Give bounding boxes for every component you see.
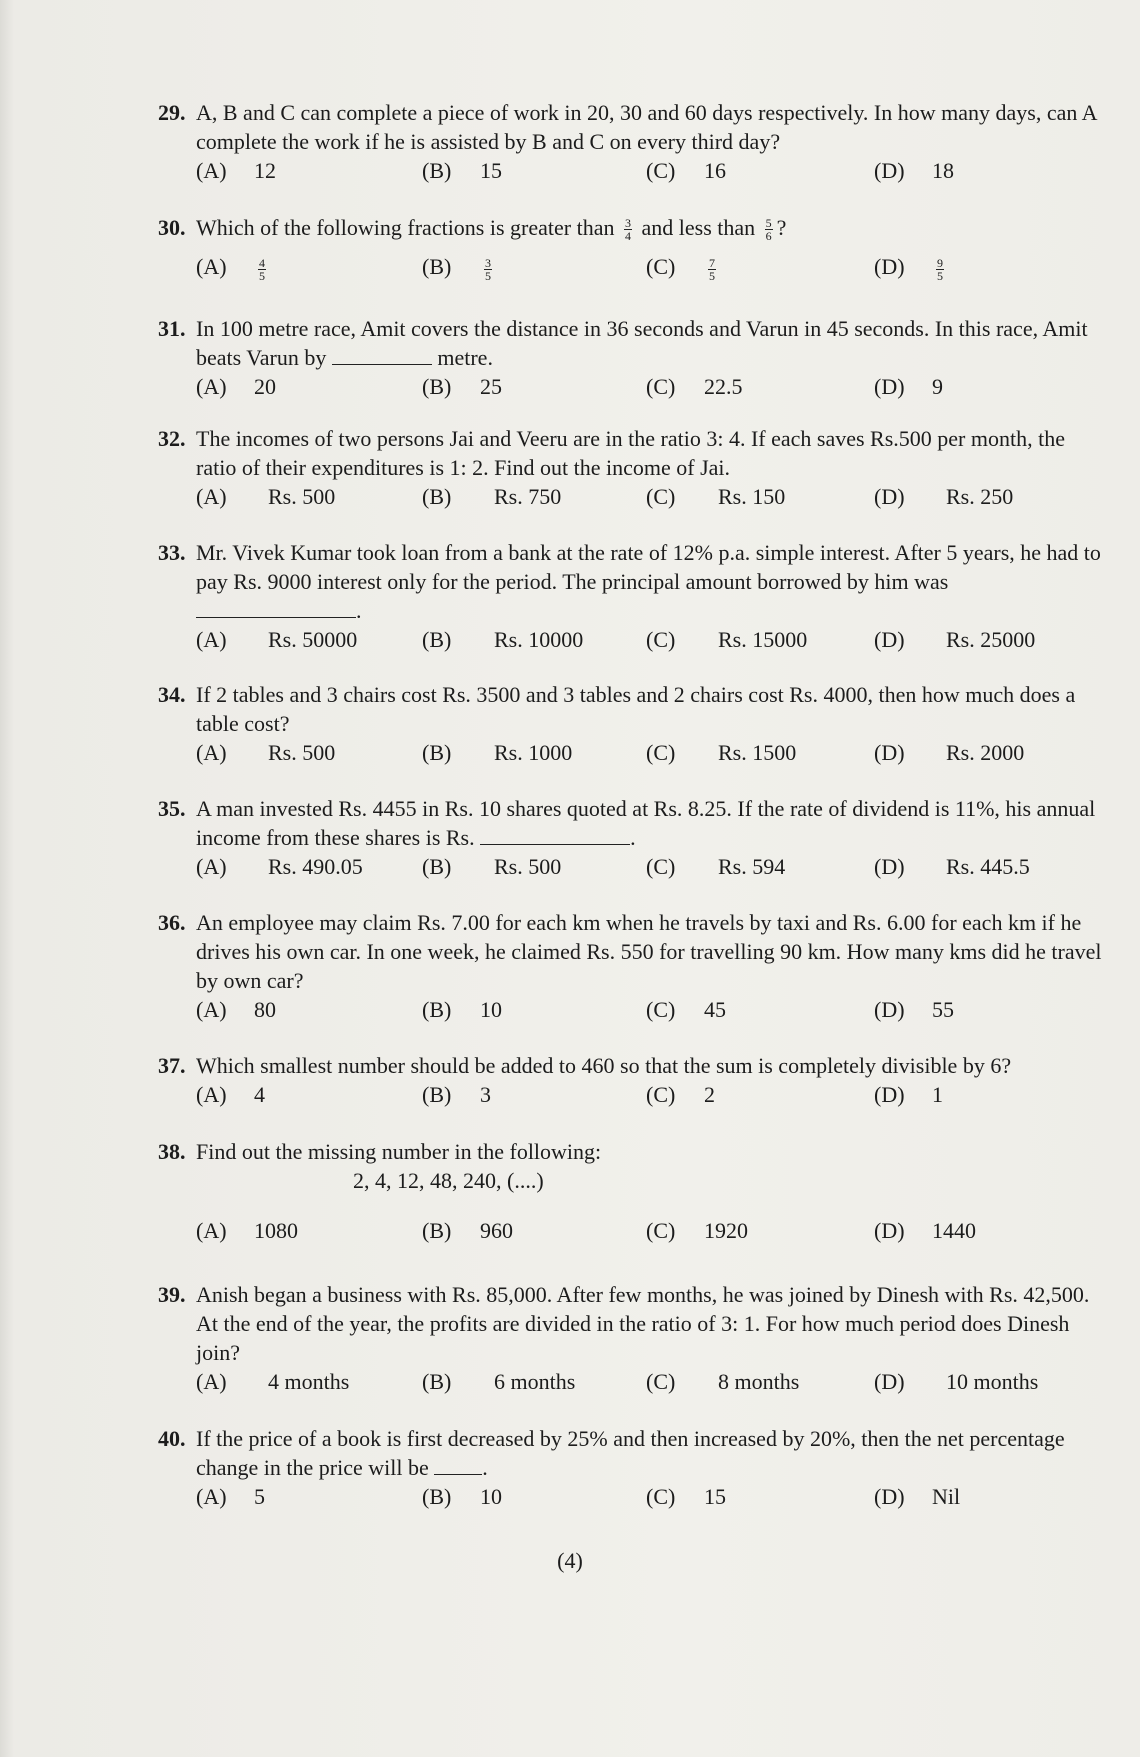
options	[196, 1216, 1108, 1245]
question-number: 38.	[158, 1139, 186, 1164]
option-b: (B) Rs. 1000	[422, 740, 573, 765]
question-35	[158, 794, 1108, 881]
question-text: Find out the missing number in the following:	[196, 1139, 602, 1164]
option-b: (B) 3	[422, 1082, 491, 1107]
option-d: (D) 18	[874, 158, 954, 183]
question-37	[158, 1051, 1108, 1109]
option-d: (D) Rs. 445.5	[874, 854, 1030, 879]
question-text: A, B and C can complete a piece of work in 20, 30 and 60 days respectively. In how many days, can A complete the work if he is assisted by B and C on every third day?	[196, 100, 1097, 154]
options	[196, 1367, 1108, 1396]
option-a: (A) 20	[196, 374, 276, 399]
question-32	[158, 424, 1108, 511]
answer-blank	[434, 1454, 482, 1475]
options	[196, 252, 1108, 281]
option-a: (A) $\frac{4}{5}$	[196, 254, 265, 283]
answer-blank	[332, 344, 432, 365]
option-d: (D) 55	[874, 997, 954, 1022]
option-a: (A) Rs. 500	[196, 740, 336, 765]
option-a: (A) 12	[196, 158, 276, 183]
number-sequence: 2, 4, 12, 48, 240, (....)	[353, 1168, 544, 1193]
question-39	[158, 1280, 1108, 1396]
option-b: (B) Rs. 500	[422, 854, 562, 879]
option-c: (C) Rs. 1500	[646, 740, 797, 765]
option-b: (B) Rs. 10000	[422, 627, 584, 652]
option-c: (C) 8 months	[646, 1369, 800, 1394]
options	[196, 625, 1108, 654]
question-34	[158, 680, 1108, 767]
options	[196, 1482, 1108, 1511]
option-d: (D) Rs. 250	[874, 484, 1014, 509]
question-number: 34.	[158, 682, 186, 707]
question-number: 35.	[158, 796, 186, 821]
option-b: (B) 960	[422, 1218, 513, 1243]
option-a: (A) 1080	[196, 1218, 298, 1243]
question-number: 31.	[158, 316, 186, 341]
option-c: (C) $\frac{7}{5}$	[646, 254, 715, 283]
fraction: $\frac{5}{6}$	[765, 216, 772, 244]
question-text: Which of the following fractions is greater than $\frac{3}{4}$ and less than $\frac{5}{6}$ ?	[196, 215, 787, 244]
options	[196, 482, 1108, 511]
question-text: An employee may claim Rs. 7.00 for each km when he travels by taxi and Rs. 6.00 for each km if he drives his own car. In one week, he claimed Rs. 550 for travelling 90 km. How many kms did he travel by own car?	[196, 910, 1102, 993]
option-a: (A) 4 months	[196, 1369, 350, 1394]
options	[196, 852, 1108, 881]
question-30	[158, 213, 1108, 281]
options	[196, 156, 1108, 185]
question-number: 32.	[158, 426, 186, 451]
option-d: (D) $\frac{9}{5}$	[874, 254, 943, 283]
question-number: 33.	[158, 540, 186, 565]
question-text: Mr. Vivek Kumar took loan from a bank at the rate of 12% p.a. simple interest. After 5 years, he had to pay Rs. 9000 interest only for the period. The principal amount borrowed by him was .	[196, 540, 1101, 623]
question-text: The incomes of two persons Jai and Veeru are in the ratio 3: 4. If each saves Rs.500 per month, the ratio of their expenditures is 1: 2. Find out the income of Jai.	[196, 426, 1065, 480]
question-29	[158, 98, 1108, 185]
option-b: (B) 15	[422, 158, 502, 183]
page-number: (4)	[557, 1548, 583, 1573]
question-number: 39.	[158, 1282, 186, 1307]
question-40	[158, 1424, 1108, 1511]
question-number: 40.	[158, 1426, 186, 1451]
option-b: (B) 10	[422, 1484, 502, 1509]
fraction: $\frac{3}{4}$	[624, 216, 631, 244]
option-a: (A) 4	[196, 1082, 265, 1107]
question-31	[158, 314, 1108, 401]
option-a: (A) Rs. 500	[196, 484, 336, 509]
option-b: (B) $\frac{3}{5}$	[422, 254, 491, 283]
question-36	[158, 908, 1108, 1024]
option-c: (C) 45	[646, 997, 726, 1022]
question-number: 36.	[158, 910, 186, 935]
question-38	[158, 1137, 1108, 1245]
question-text: Which smallest number should be added to 460 so that the sum is completely divisible by 6?	[196, 1053, 1012, 1078]
option-c: (C) 16	[646, 158, 726, 183]
options	[196, 1080, 1108, 1109]
question-number: 37.	[158, 1053, 186, 1078]
option-d: (D) 1	[874, 1082, 943, 1107]
option-c: (C) 1920	[646, 1218, 748, 1243]
option-c: (C) 2	[646, 1082, 715, 1107]
option-a: (A) Rs. 50000	[196, 627, 358, 652]
question-text: In 100 metre race, Amit covers the distance in 36 seconds and Varun in 45 seconds. In this race, Amit beats Varun by metre.	[196, 316, 1088, 370]
option-b: (B) 10	[422, 997, 502, 1022]
option-a: (A) Rs. 490.05	[196, 854, 363, 879]
question-number: 29.	[158, 100, 186, 125]
options	[196, 995, 1108, 1024]
option-a: (A) 80	[196, 997, 276, 1022]
option-c: (C) 15	[646, 1484, 726, 1509]
options	[196, 738, 1108, 767]
option-c: (C) Rs. 150	[646, 484, 786, 509]
answer-blank	[196, 597, 356, 618]
question-33	[158, 538, 1108, 654]
option-d: (D) Rs. 2000	[874, 740, 1025, 765]
option-d: (D) 10 months	[874, 1369, 1039, 1394]
question-number: 30.	[158, 215, 186, 240]
option-c: (C) Rs. 15000	[646, 627, 808, 652]
option-d: (D) Rs. 25000	[874, 627, 1036, 652]
option-d: (D) 9	[874, 374, 943, 399]
option-d: (D) 1440	[874, 1218, 976, 1243]
option-b: (B) Rs. 750	[422, 484, 562, 509]
options	[196, 372, 1108, 401]
option-c: (C) Rs. 594	[646, 854, 786, 879]
option-c: (C) 22.5	[646, 374, 743, 399]
answer-blank	[480, 824, 630, 845]
option-a: (A) 5	[196, 1484, 265, 1509]
question-text: If 2 tables and 3 chairs cost Rs. 3500 and 3 tables and 2 chairs cost Rs. 4000, then how much does a table cost?	[196, 682, 1076, 736]
option-d: (D) Nil	[874, 1484, 961, 1509]
question-text: Anish began a business with Rs. 85,000. After few months, he was joined by Dinesh with Rs. 42,500. At the end of the year, the profits are divided in the ratio of 3: 1. For how much period does Dinesh join?	[196, 1282, 1090, 1365]
option-b: (B) 6 months	[422, 1369, 576, 1394]
question-text: If the price of a book is first decreased by 25% and then increased by 20%, then the net percentage change in the price will be .	[196, 1426, 1065, 1480]
option-b: (B) 25	[422, 374, 502, 399]
question-text: A man invested Rs. 4455 in Rs. 10 shares quoted at Rs. 8.25. If the rate of dividend is 11%, his annual income from these shares is Rs. .	[196, 796, 1096, 850]
